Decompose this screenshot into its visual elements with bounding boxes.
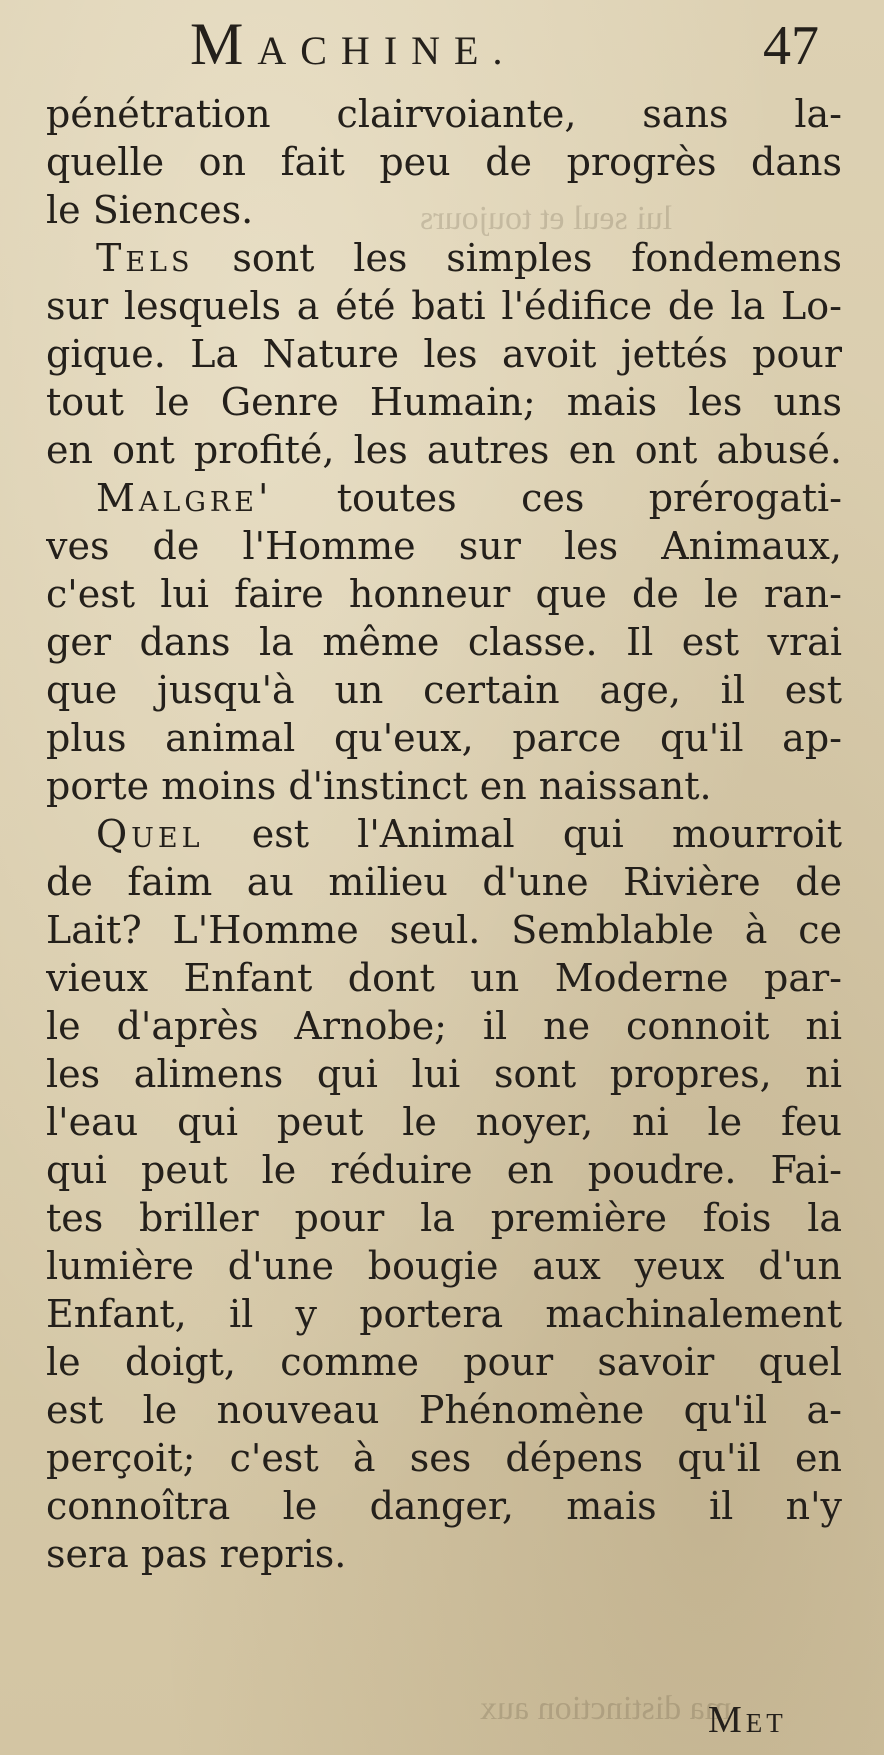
text-line: quelle on fait peu de progrès dans: [46, 140, 842, 184]
text-line: en ont profité, les autres en ont abusé.: [46, 428, 842, 472]
text-line: le doigt, comme pour savoir quel: [46, 1340, 842, 1384]
paragraph-first-line: [46, 474, 842, 522]
text-line: perçoit; c'est à ses dépens qu'il en: [46, 1436, 842, 1480]
paragraph-lead-word: Malgre': [96, 476, 273, 520]
paragraph-first-line: [46, 234, 842, 282]
text-line: le Siences.: [46, 188, 254, 232]
running-head: [190, 11, 517, 77]
paragraph-lead-word: Quel: [96, 812, 204, 856]
text-line: vieux Enfant dont un Moderne par-: [46, 956, 842, 1000]
text-line: pénétration clairvoiante, sans la-: [46, 92, 842, 136]
text-line: les alimens qui lui sont propres, ni: [46, 1052, 842, 1096]
catchword: Met: [708, 1699, 787, 1741]
text-line: tes briller pour la première fois la: [46, 1196, 842, 1240]
text-line: Lait? L'Homme seul. Semblable à ce: [46, 908, 842, 952]
text-line: ves de l'Homme sur les Animaux,: [46, 524, 842, 568]
text-line: que jusqu'à un certain age, il est: [46, 668, 842, 712]
body-text: [46, 90, 842, 1578]
text-line: sur lesquels a été bati l'édifice de la Lo-: [46, 284, 842, 328]
text-line: gique. La Nature les avoit jettés pour: [46, 332, 842, 376]
text-fragment: toutes ces prérogati-: [272, 476, 842, 520]
text-line: plus animal qu'eux, parce qu'il ap-: [46, 716, 842, 760]
show-through-text: ma distinction aux: [480, 1690, 732, 1727]
text-fragment: est l'Animal qui mourroit: [203, 812, 842, 856]
text-line: lumière d'une bougie aux yeux d'un: [46, 1244, 842, 1288]
text-line: Enfant, il y portera machinalement: [46, 1292, 842, 1336]
running-head-rest: ACHINE.: [257, 28, 517, 73]
text-line: tout le Genre Humain; mais les uns: [46, 380, 842, 424]
text-line: porte moins d'instinct en naissant.: [46, 764, 712, 808]
paragraph-first-line: [46, 810, 842, 858]
text-line: sera pas repris.: [46, 1532, 347, 1576]
text-fragment: sont les simples fondemens: [193, 236, 842, 280]
text-line: de faim au milieu d'une Rivière de: [46, 860, 842, 904]
text-line: qui peut le réduire en poudre. Fai-: [46, 1148, 842, 1192]
text-line: c'est lui faire honneur que de le ran-: [46, 572, 842, 616]
paragraph-lead-word: Tels: [96, 236, 194, 280]
text-line: est le nouveau Phénomène qu'il a-: [46, 1388, 842, 1432]
show-through-text: lui seul et toujours: [420, 200, 673, 237]
running-head-initial: M: [190, 11, 258, 77]
text-line: l'eau qui peut le noyer, ni le feu: [46, 1100, 842, 1144]
page-number: 47: [763, 15, 819, 77]
text-line: le d'après Arnobe; il ne connoit ni: [46, 1004, 842, 1048]
text-line: ger dans la même classe. Il est vrai: [46, 620, 842, 664]
text-line: connoîtra le danger, mais il n'y: [46, 1484, 842, 1528]
